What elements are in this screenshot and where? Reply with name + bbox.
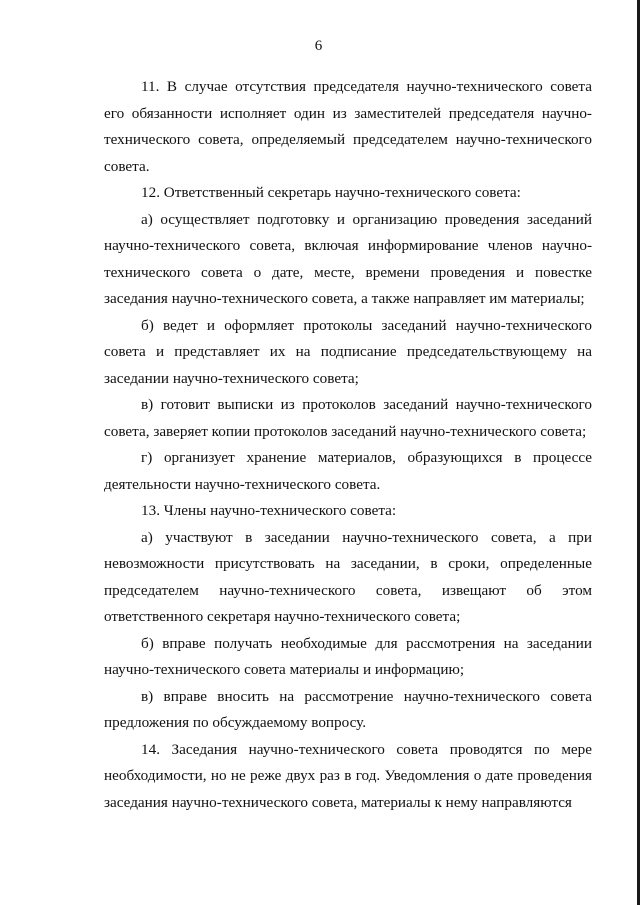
paragraph-12-g: г) организует хранение материалов, образующихся в процессе деятельности научно-технического совета. xyxy=(104,449,592,493)
paragraph-13-b: б) вправе получать необходимые для рассмотрения на заседании научно-технического совета материалы и информацию; xyxy=(104,634,592,678)
paragraph-11: 11. В случае отсутствия председателя научно-технического совета его обязанности исполняет один из заместителей председателя научно-технического совета, определяемый председателем научно-технического совета. xyxy=(104,78,592,175)
paragraph-13-v: в) вправе вносить на рассмотрение научно-технического совета предложения по обсуждаемому вопросу. xyxy=(104,687,592,731)
paragraph-14: 14. Заседания научно-технического совета проводятся по мере необходимости, но не реже двух раз в год. Уведомления о дате проведения заседания научно-технического совета, материалы к нему направляются xyxy=(104,740,592,811)
document-body xyxy=(104,74,592,816)
paragraph-12-a: а) осуществляет подготовку и организацию проведения заседаний научно-технического совета, включая информирование членов научно-технического совета о дате, месте, времени проведения и повестке заседания научно-технического совета, а также направляет им материалы; xyxy=(104,210,592,307)
page-number: 6 xyxy=(314,38,323,54)
paragraph-13-a: а) участвуют в заседании научно-технического совета, а при невозможности присутствовать на заседании, в сроки, определенные председателем научно-технического совета, извещают об этом ответственного секретаря научно-технического совета; xyxy=(104,528,592,625)
paragraph-12-heading: 12. Ответственный секретарь научно-технического совета: xyxy=(141,184,521,201)
paragraph-13-heading: 13. Члены научно-технического совета: xyxy=(141,502,397,519)
paragraph-12-v: в) готовит выписки из протоколов заседаний научно-технического совета, заверяет копии протоколов заседаний научно-технического совета; xyxy=(104,396,592,440)
paragraph-12-b: б) ведет и оформляет протоколы заседаний научно-технического совета и представляет их на подписание председательствующему на заседании научно-технического совета; xyxy=(104,316,592,387)
